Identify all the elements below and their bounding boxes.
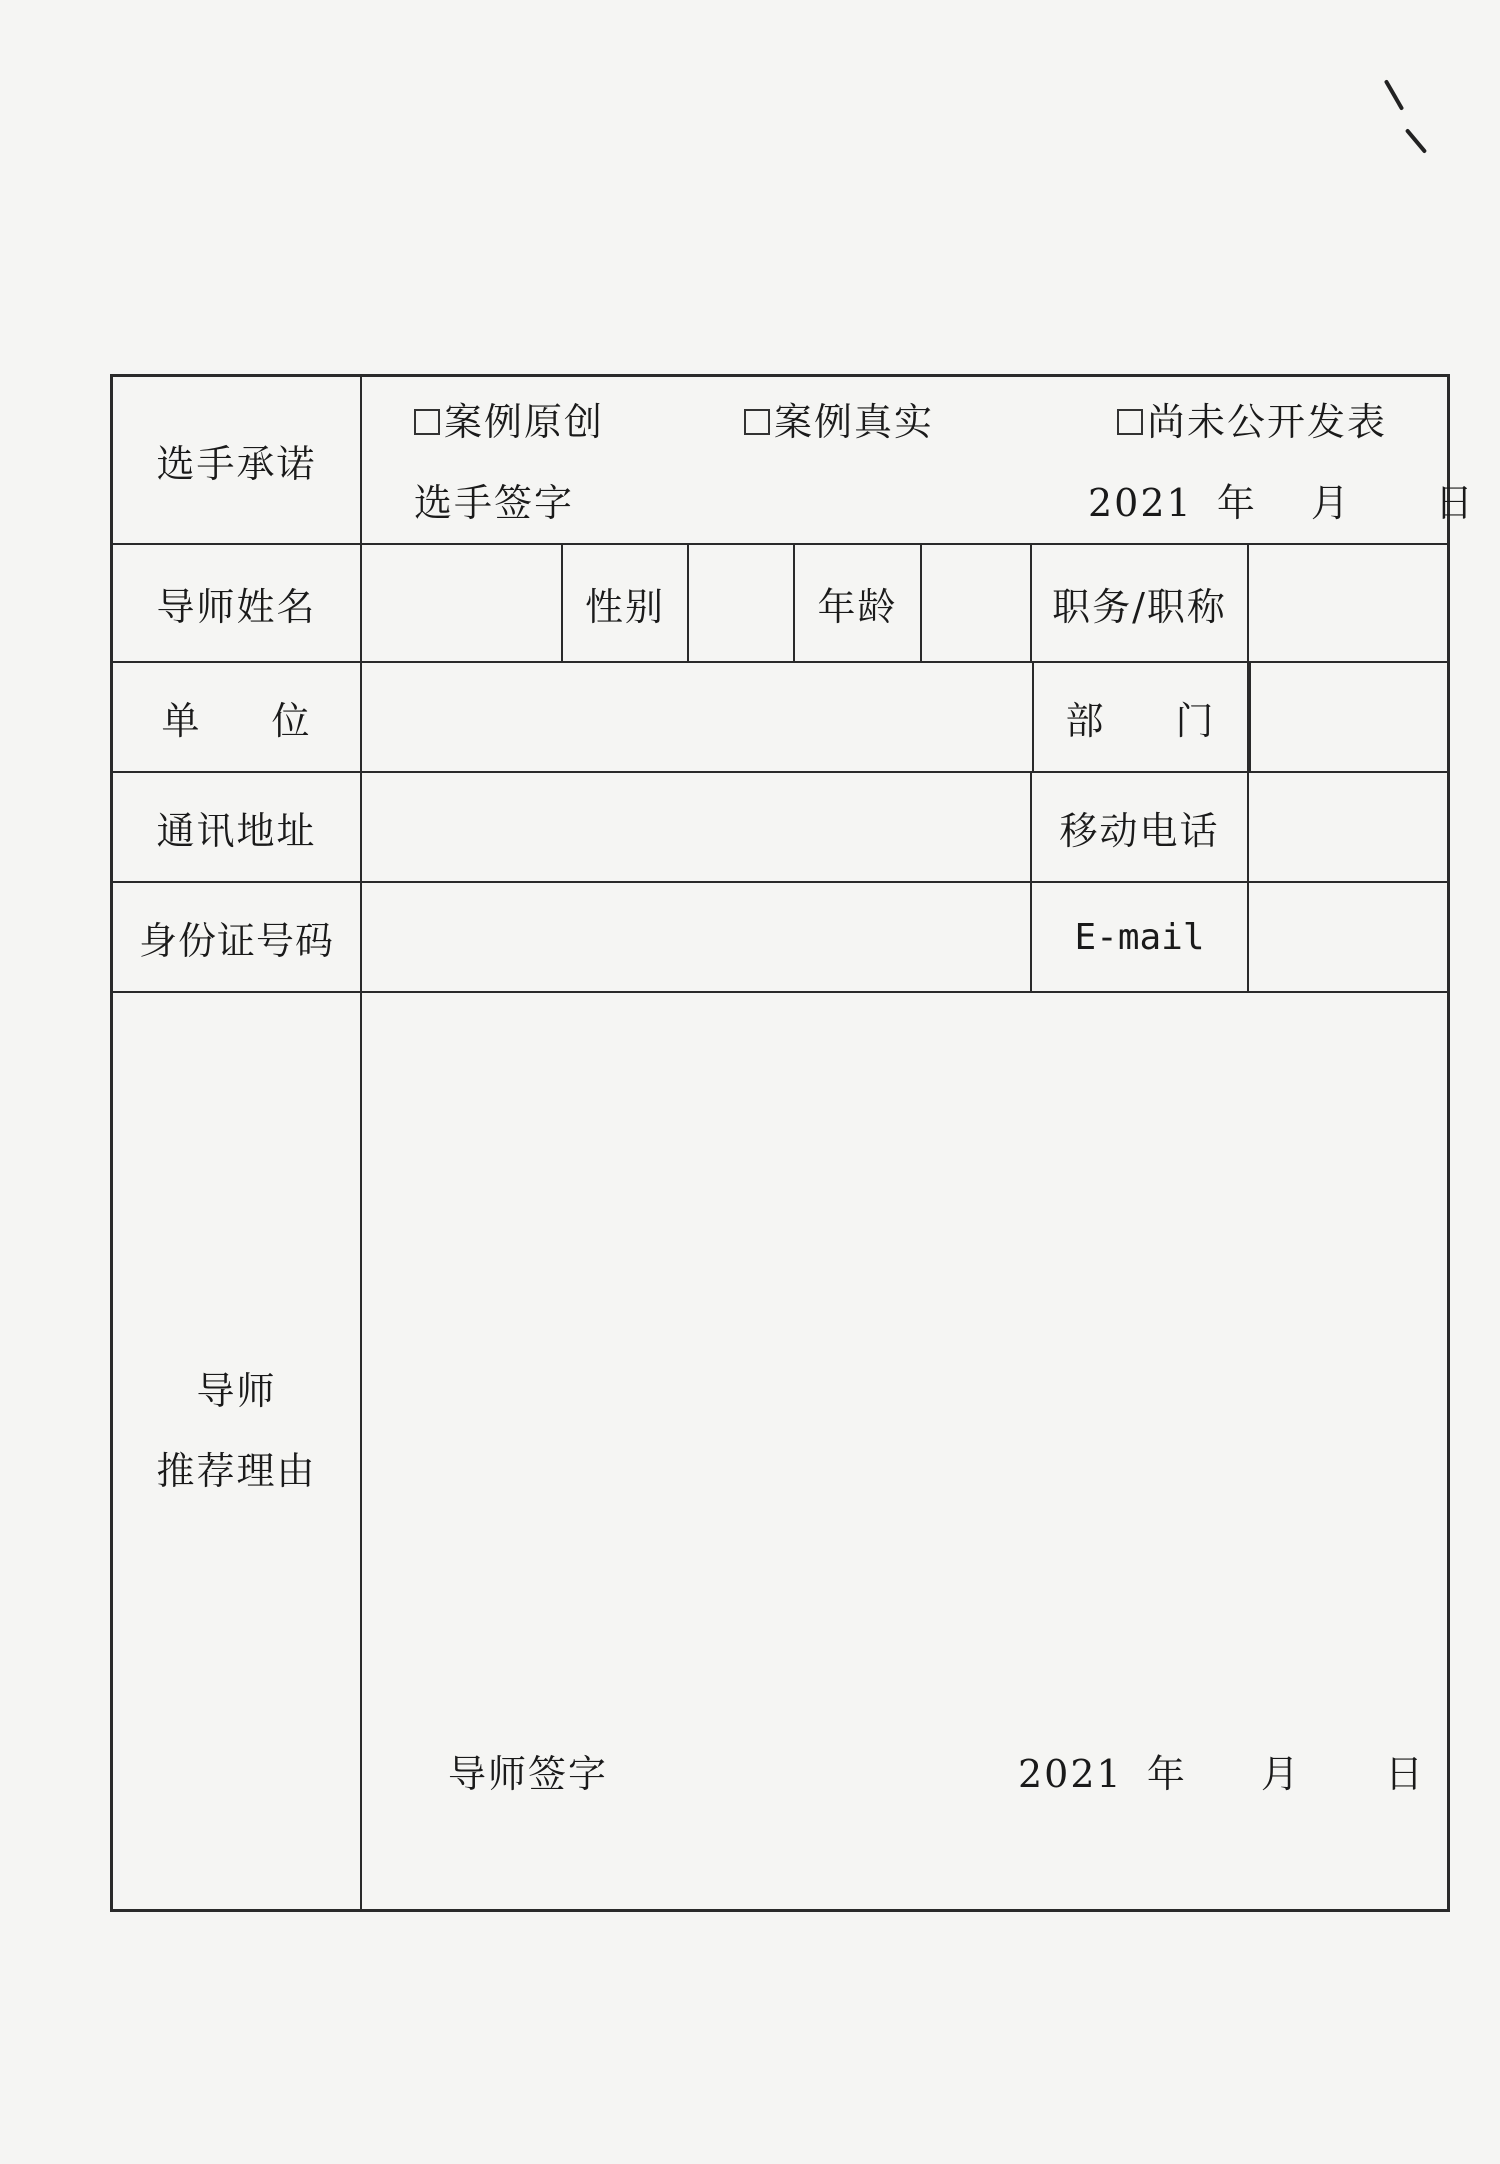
title-field[interactable] <box>1249 545 1447 661</box>
checkbox-unpublished[interactable]: 尚未公开发表 <box>1117 391 1387 446</box>
title-label: 职务/职称 <box>1052 584 1227 629</box>
checkbox-icon <box>414 409 440 435</box>
age-label: 年龄 <box>817 584 898 629</box>
checkbox-icon <box>744 409 770 435</box>
id-field[interactable] <box>362 883 1032 991</box>
promise-label: 选手承诺 <box>156 441 317 486</box>
mentor-name-field[interactable] <box>362 545 563 661</box>
age-label-cell <box>795 545 922 661</box>
email-label: E-mail <box>1074 916 1205 958</box>
gender-field[interactable] <box>689 545 795 661</box>
scan-mark <box>1405 128 1427 154</box>
checkbox-icon <box>1117 409 1143 435</box>
gender-label: 性别 <box>584 584 665 629</box>
recommend-row <box>113 993 1447 1909</box>
gender-label-cell <box>563 545 689 661</box>
recommend-date: 2021 年 月 日 <box>1018 1752 1426 1796</box>
registration-form <box>110 374 1476 1912</box>
checkbox-authentic[interactable]: 案例真实 <box>744 391 934 446</box>
mentor-name-label-cell <box>113 545 362 661</box>
promise-label-cell <box>113 377 362 543</box>
dept-field[interactable] <box>1249 663 1447 771</box>
promise-date: 2021 年 月 日 <box>1088 481 1476 525</box>
mobile-label: 移动电话 <box>1059 808 1220 853</box>
email-field[interactable] <box>1249 883 1447 991</box>
address-label-cell <box>113 773 362 881</box>
mobile-label-cell <box>1032 773 1249 881</box>
mentor-signature-label: 导师签字 <box>448 1752 609 1796</box>
age-field[interactable] <box>922 545 1032 661</box>
promise-content-cell <box>362 377 1476 543</box>
id-label-cell <box>113 883 362 991</box>
recommend-content[interactable] <box>362 993 1447 1909</box>
title-label-cell <box>1032 545 1249 661</box>
mentor-info-row <box>113 545 1447 663</box>
id-label: 身份证号码 <box>138 918 334 963</box>
recommend-label-cell <box>113 993 362 1909</box>
id-row <box>113 883 1447 993</box>
email-label-cell <box>1032 883 1249 991</box>
mobile-field[interactable] <box>1249 773 1447 881</box>
dept-label: 部 门 <box>1065 698 1216 743</box>
dept-label-box <box>1032 663 1249 771</box>
address-label: 通讯地址 <box>156 808 317 853</box>
unit-label-cell <box>113 663 362 771</box>
unit-label: 单 位 <box>161 698 312 743</box>
player-signature-label: 选手签字 <box>414 481 575 525</box>
address-row <box>113 773 1447 883</box>
recommend-label: 导师 推荐理由 <box>156 1369 317 1493</box>
address-field[interactable] <box>362 773 1032 881</box>
unit-row <box>113 663 1447 773</box>
promise-row <box>113 377 1476 545</box>
scan-mark <box>1384 79 1404 110</box>
checkbox-original[interactable]: 案例原创 <box>414 391 604 446</box>
mentor-name-label: 导师姓名 <box>156 584 317 629</box>
